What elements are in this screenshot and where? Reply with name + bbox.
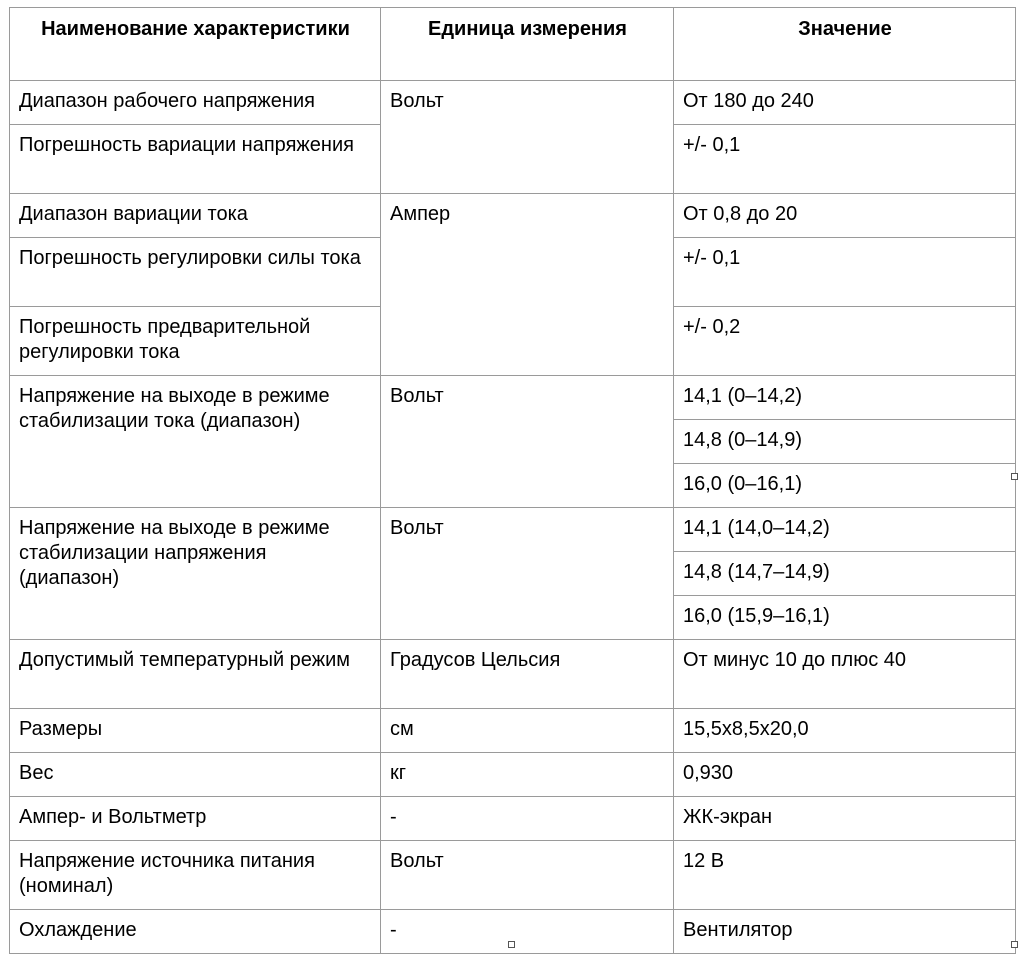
header-value: Значение	[674, 8, 1016, 81]
cell-name: Охлаждение	[10, 910, 381, 954]
cell-name: Вес	[10, 753, 381, 797]
table-row	[10, 81, 1016, 125]
cell-value: 14,1 (14,0–14,2)	[674, 508, 1016, 552]
cell-value: От 0,8 до 20	[674, 194, 1016, 238]
cell-unit: Вольт	[381, 508, 674, 640]
cell-value: 16,0 (0–16,1)	[674, 464, 1016, 508]
cell-name: Ампер- и Вольтметр	[10, 797, 381, 841]
cell-unit: Ампер	[381, 194, 674, 376]
cell-unit: см	[381, 709, 674, 753]
resize-handle-right[interactable]	[1011, 473, 1018, 480]
cell-value: 14,1 (0–14,2)	[674, 376, 1016, 420]
cell-value: +/- 0,1	[674, 125, 1016, 194]
cell-value: От 180 до 240	[674, 81, 1016, 125]
cell-unit: -	[381, 797, 674, 841]
cell-value: 14,8 (14,7–14,9)	[674, 552, 1016, 596]
table-row	[10, 797, 1016, 841]
cell-name: Напряжение на выходе в режиме стабилизации тока (диапазон)	[10, 376, 381, 508]
cell-name: Напряжение источника питания (номинал)	[10, 841, 381, 910]
cell-name: Диапазон рабочего напряжения	[10, 81, 381, 125]
table-row	[10, 841, 1016, 910]
cell-unit: -	[381, 910, 674, 954]
cell-name: Диапазон вариации тока	[10, 194, 381, 238]
table-row	[10, 508, 1016, 552]
cell-unit: Вольт	[381, 841, 674, 910]
cell-value: 12 В	[674, 841, 1016, 910]
table-row	[10, 640, 1016, 709]
cell-value: 16,0 (15,9–16,1)	[674, 596, 1016, 640]
header-name: Наименование характеристики	[10, 8, 381, 81]
cell-unit: Вольт	[381, 81, 674, 194]
resize-handle-corner[interactable]	[1011, 941, 1018, 948]
header-unit: Единица измерения	[381, 8, 674, 81]
cell-name: Погрешность регулировки силы тока	[10, 238, 381, 307]
cell-name: Допустимый температурный режим	[10, 640, 381, 709]
table-row	[10, 709, 1016, 753]
specs-table	[9, 7, 1016, 954]
cell-value: 14,8 (0–14,9)	[674, 420, 1016, 464]
cell-name: Погрешность предварительной регулировки тока	[10, 307, 381, 376]
cell-value: 0,930	[674, 753, 1016, 797]
cell-unit: Вольт	[381, 376, 674, 508]
table-row	[10, 753, 1016, 797]
table-row	[10, 194, 1016, 238]
cell-name: Погрешность вариации напряжения	[10, 125, 381, 194]
resize-handle-bottom[interactable]	[508, 941, 515, 948]
cell-value: ЖК-экран	[674, 797, 1016, 841]
cell-value: 15,5х8,5х20,0	[674, 709, 1016, 753]
cell-value: Вентилятор	[674, 910, 1016, 954]
cell-name: Размеры	[10, 709, 381, 753]
cell-value: От минус 10 до плюс 40	[674, 640, 1016, 709]
cell-name: Напряжение на выходе в режиме стабилизации напряжения (диапазон)	[10, 508, 381, 640]
table-row	[10, 376, 1016, 420]
cell-unit: Градусов Цельсия	[381, 640, 674, 709]
cell-value: +/- 0,1	[674, 238, 1016, 307]
table-header-row	[10, 8, 1016, 81]
cell-unit: кг	[381, 753, 674, 797]
cell-value: +/- 0,2	[674, 307, 1016, 376]
